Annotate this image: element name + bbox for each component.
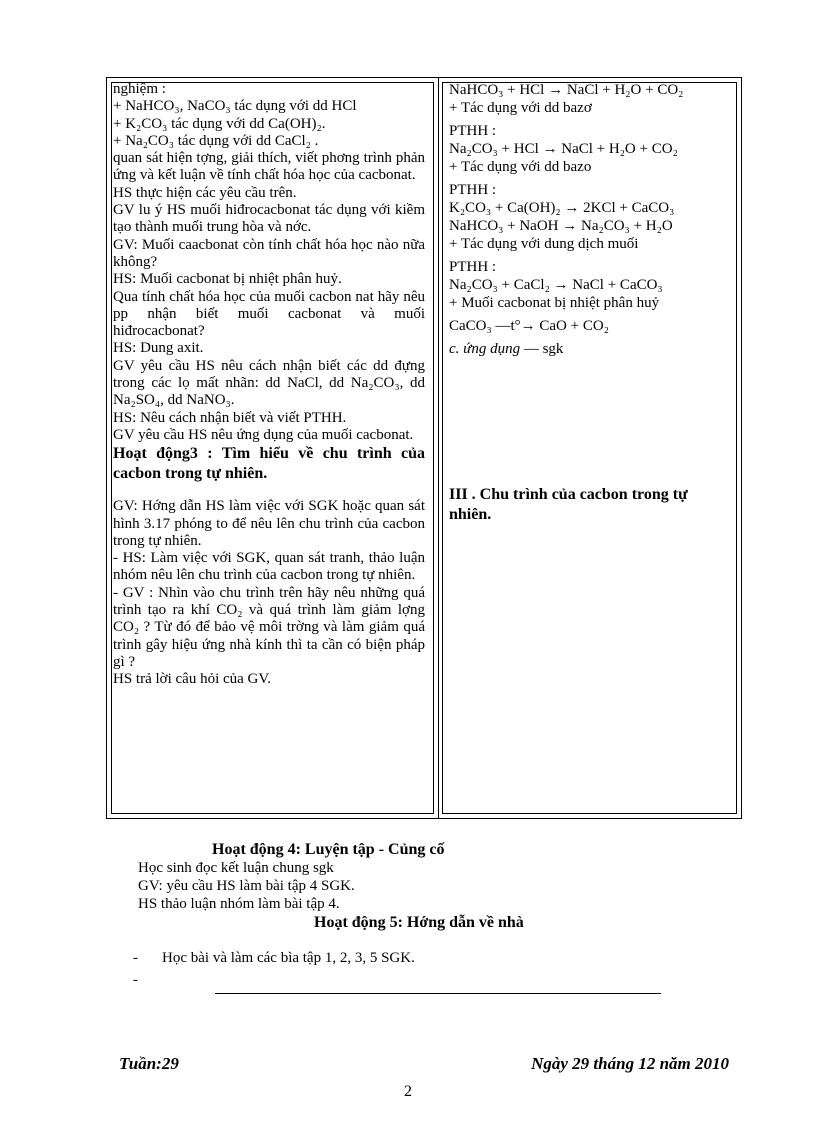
right-line-6: K₂CO₃ + Ca(OH)₂ → 2KCl + CaCO₃ xyxy=(449,200,675,216)
teacher-student-activities-column xyxy=(107,78,438,818)
activity4-line-3: HS thảo luận nhóm làm bài tập 4. xyxy=(138,896,340,912)
left-line-9: Qua tính chất hóa học của muối cacbon nat hãy nêu pp nhận biết muối cacbonat và muối hiđrocacbonat? xyxy=(113,288,425,340)
activity3-heading: Hoạt động3 : Tìm hiểu về chu trình của cacbon trong tự nhiên. xyxy=(113,445,425,483)
left-line-5: HS thực hiện các yêu cầu trên. xyxy=(113,184,297,201)
right-lines xyxy=(449,81,734,335)
left-column-text xyxy=(113,81,425,689)
right-line-3: Na₂CO₃ + HCl → NaCl + H₂O + CO₂ xyxy=(449,141,678,157)
left-line-0: nghiệm : xyxy=(113,81,166,97)
left-line-2: + K₂CO₃ tác dụng với dd Ca(OH)₂. xyxy=(113,115,326,132)
right-line-2: PTHH : xyxy=(449,123,497,139)
right-line-9: PTHH : xyxy=(449,259,497,275)
page-number: 2 xyxy=(404,1083,412,1100)
right-line-11: + Muối cacbonat bị nhiệt phân huỷ xyxy=(449,295,660,311)
left-line-13: GV yêu cầu HS nêu ứng dụng của muối cacbonat. xyxy=(113,426,414,443)
left-line-2-2: - GV : Nhìn vào chu trình trên hãy nêu những quá trình tạo ra khí CO₂ và quá trình làm giảm lợng CO₂ ? Từ đó để bảo vệ môi trờng và làm giảm quá trình gây hiệu ứng nhà kính thì ta cần có biện pháp gì ? xyxy=(113,584,425,670)
left-line-2-0: GV: Hớng dẫn HS làm việc với SGK hoặc quan sát hình 3.17 phóng to để nêu lên chu trình của cacbon trong tự nhiên. xyxy=(113,498,425,549)
activity4-line-1: Học sinh đọc kết luận chung sgk xyxy=(138,860,334,876)
right-line-7: NaHCO₃ + NaOH → Na₂CO₃ + H₂O xyxy=(449,218,673,234)
left-line-2-1: - HS: Làm việc với SGK, quan sát tranh, thảo luận nhóm nêu lên chu trình của cacbon trong tự nhiên. xyxy=(113,550,425,584)
right-column-text xyxy=(449,81,734,358)
homework-item-1: Học bài và làm các bìa tập 1, 2, 3, 5 SGK. xyxy=(162,950,415,966)
section-iii-heading: III . Chu trình của cacbon trong tự nhiên. xyxy=(449,486,688,523)
week-label: Tuần:29 xyxy=(119,1054,179,1073)
left-line-2-3: HS trả lời câu hỏi của GV. xyxy=(113,671,272,688)
left-line-10: HS: Dung axit. xyxy=(113,340,204,357)
right-line-4: + Tác dụng với dd bazo xyxy=(449,159,592,175)
right-line-1: + Tác dụng với dd bazơ xyxy=(449,100,592,116)
bullet-marker-1: - xyxy=(133,950,138,966)
activity5-heading: Hoạt động 5: Hớng dẫn về nhà xyxy=(314,914,524,931)
left-line-7: GV: Muối caacbonat còn tính chất hóa học nào nữa không? xyxy=(113,236,425,270)
left-lines-2 xyxy=(113,498,425,688)
application-tail: — sgk xyxy=(520,341,564,357)
activity4-line-2: GV: yêu cầu HS làm bài tập 4 SGK. xyxy=(138,878,355,894)
content-column xyxy=(439,78,741,818)
left-line-12: HS: Nêu cách nhận biết và viết PTHH. xyxy=(113,409,347,426)
right-line-12: CaCO₃ —t°→ CaO + CO₂ xyxy=(449,318,609,334)
left-line-1: + NaHCO₃, NaCO₃ tác dụng với dd HCl xyxy=(113,98,357,115)
activity4-heading: Hoạt động 4: Luyện tập - Củng cố xyxy=(212,841,445,858)
right-line-0: NaHCO₃ + HCl → NaCl + H₂O + CO₂ xyxy=(449,82,684,98)
left-lines xyxy=(113,81,425,444)
right-line-5: PTHH : xyxy=(449,182,497,198)
date-label: Ngày 29 tháng 12 năm 2010 xyxy=(531,1054,729,1073)
separator-line xyxy=(215,993,661,994)
left-line-4: quan sát hiện tợng, giải thích, viết phơng trình phản ứng và kết luận về tính chất hóa học của cacbonat. xyxy=(113,150,425,184)
left-line-11: GV yêu cầu HS nêu cách nhận biết các dd đựng trong các lọ mất nhãn: dd NaCl, dd Na₂CO₃, dd Na₂SO₄, dd NaNO₃. xyxy=(113,357,425,409)
right-line-10: Na₂CO₃ + CaCl₂ → NaCl + CaCO₃ xyxy=(449,277,663,293)
bullet-marker-2: - xyxy=(133,972,138,988)
left-line-8: HS: Muối cacbonat bị nhiệt phân huỷ. xyxy=(113,271,342,288)
left-line-3: + Na₂CO₃ tác dụng với dd CaCl₂ . xyxy=(113,132,319,149)
application-label: c. ứng dụng xyxy=(449,341,521,357)
lesson-table xyxy=(106,77,742,819)
left-line-6: GV lu ý HS muối hiđrocacbonat tác dụng với kiềm tạo thành muối trung hòa và nớc. xyxy=(113,202,425,236)
right-line-8: + Tác dụng với dung dịch muối xyxy=(449,236,639,252)
